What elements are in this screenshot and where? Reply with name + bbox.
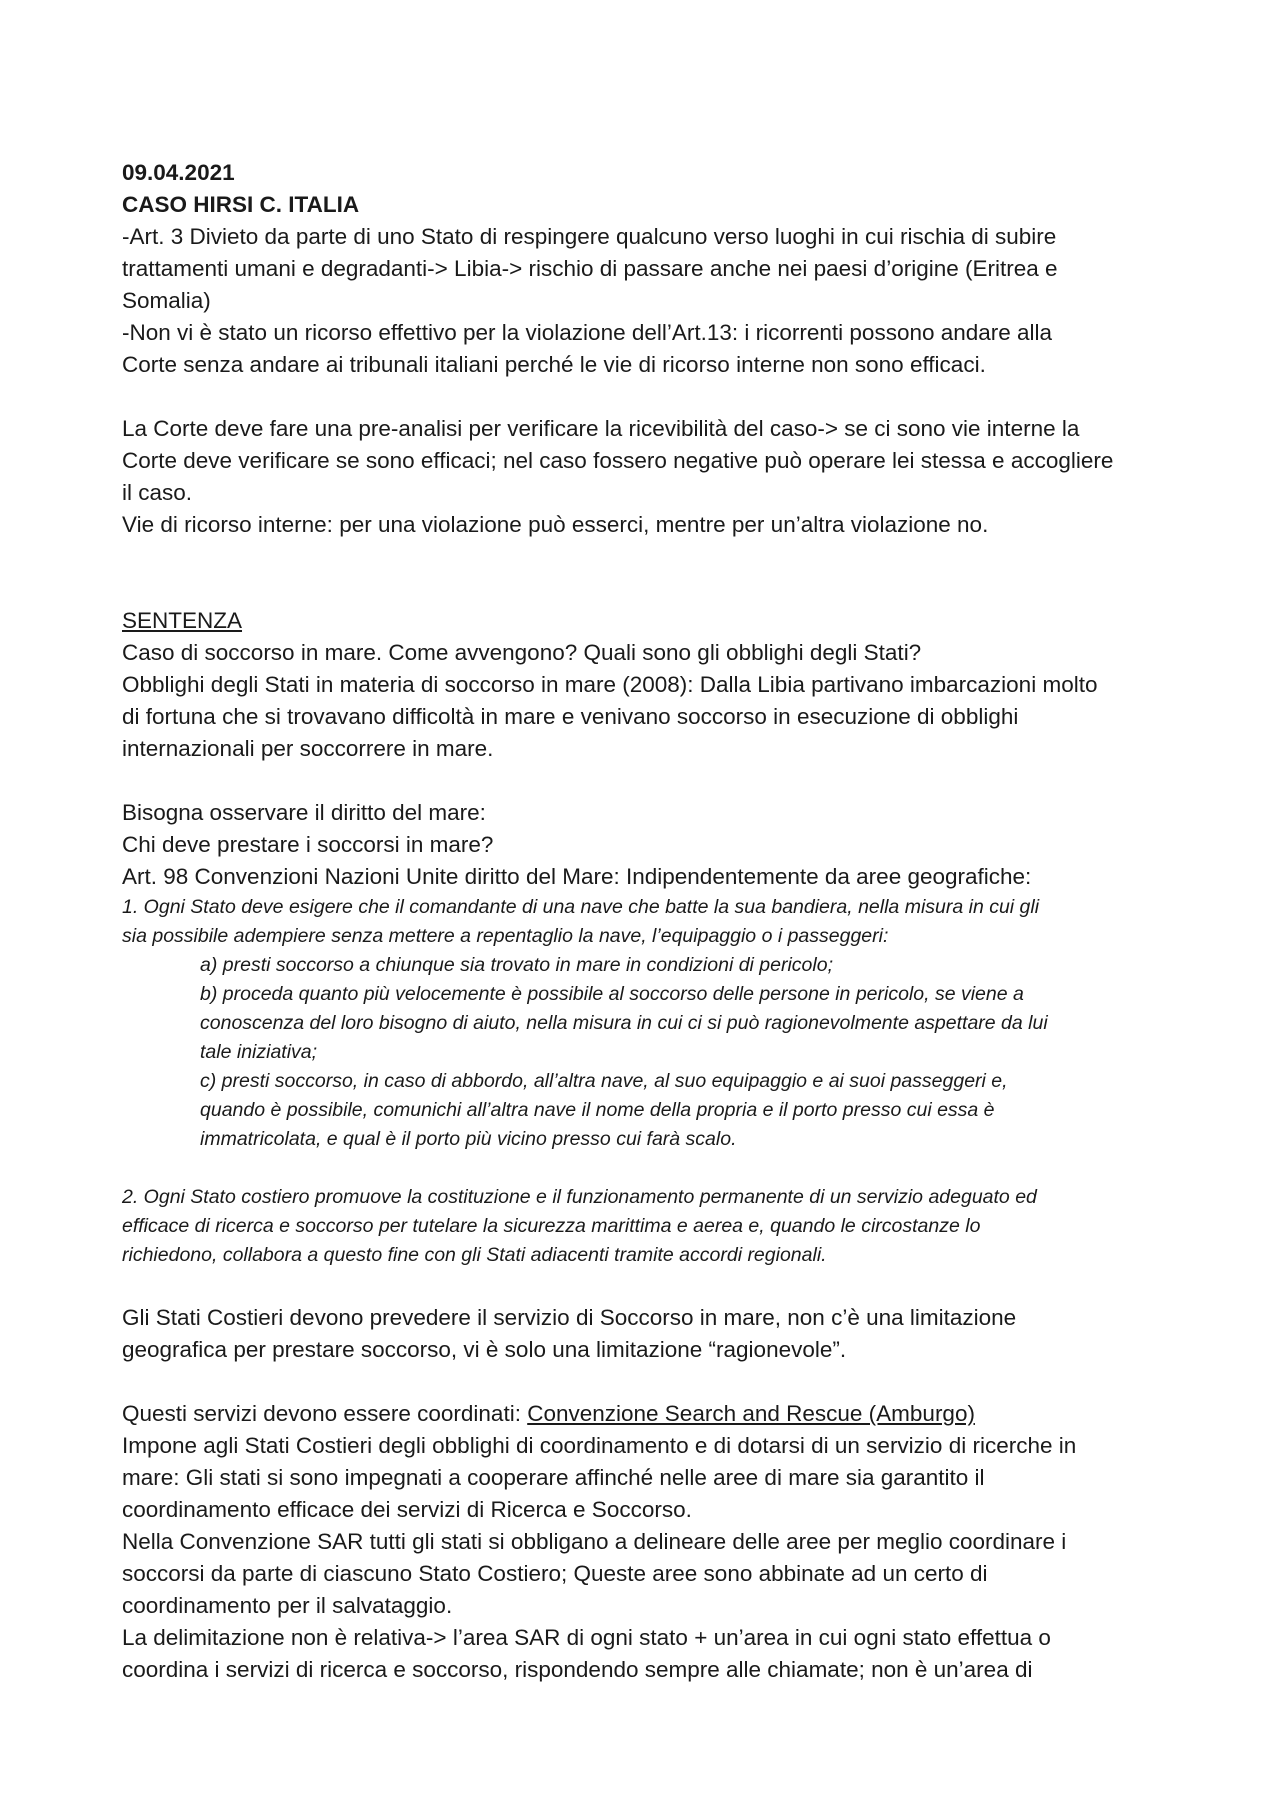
quote-line: richiedono, collabora a questo fine con gli Stati adiacenti tramite accordi regionali. [122, 1244, 827, 1266]
text-line: Obblighi degli Stati in materia di soccorso in mare (2008): Dalla Libia partivano imbarcazioni molto [122, 672, 1098, 697]
quote-item: conoscenza del loro bisogno di aiuto, nella misura in cui ci si può ragionevolmente aspettare da lui [200, 1012, 1048, 1034]
quote-item: c) presti soccorso, in caso di abbordo, all’altra nave, al suo equipaggio e ai suoi passeggeri e, [200, 1070, 1008, 1092]
text-line: Bisogna osservare il diritto del mare: [122, 800, 486, 825]
quote-line: 2. Ogni Stato costiero promuove la costituzione e il funzionamento permanente di un servizio adeguato ed [122, 1186, 1037, 1208]
document-page [122, 157, 1162, 1686]
text-line: La Corte deve fare una pre-analisi per verificare la ricevibilità del caso-> se ci sono vie interne la [122, 416, 1080, 441]
costieri-section [122, 1302, 1162, 1366]
text-line: Caso di soccorso in mare. Come avvengono? Quali sono gli obblighi degli Stati? [122, 640, 922, 665]
intro-section [122, 221, 1162, 381]
text-line: il caso. [122, 480, 193, 505]
quote-line: efficace di ricerca e soccorso per tutelare la sicurezza marittima e aerea e, quando le circostanze lo [122, 1215, 981, 1237]
quote-line: sia possibile adempiere senza mettere a repentaglio la nave, l’equipaggio o i passeggeri: [122, 925, 889, 947]
quote-item: immatricolata, e qual è il porto più vicino presso cui farà scalo. [200, 1128, 737, 1150]
text-line: geografica per prestare soccorso, vi è solo una limitazione “ragionevole”. [122, 1337, 847, 1362]
quote-item: b) proceda quanto più velocemente è possibile al soccorso delle persone in pericolo, se viene a [200, 983, 1024, 1005]
text-line: Vie di ricorso interne: per una violazione può esserci, mentre per un’altra violazione no. [122, 512, 989, 537]
sar-convention-title: Convenzione Search and Rescue (Amburgo) [527, 1401, 975, 1426]
quote-item: a) presti soccorso a chiunque sia trovato in mare in condizioni di pericolo; [200, 954, 833, 976]
text-line: Gli Stati Costieri devono prevedere il servizio di Soccorso in mare, non c’è una limitazione [122, 1305, 1017, 1330]
text-line: coordina i servizi di ricerca e soccorso, rispondendo sempre alle chiamate; non è un’area di [122, 1657, 1033, 1682]
text-line: internazionali per soccorrere in mare. [122, 736, 494, 761]
text-line: -Non vi è stato un ricorso effettivo per la violazione dell’Art.13: i ricorrenti possono andare alla [122, 320, 1053, 345]
text-line: trattamenti umani e degradanti-> Libia-> rischio di passare anche nei paesi d’origine (Eritrea e [122, 256, 1058, 281]
text-line: mare: Gli stati si sono impegnati a cooperare affinché nelle aree di mare sia garantito il [122, 1465, 985, 1490]
text-line: La delimitazione non è relativa-> l’area SAR di ogni stato + un’area in cui ogni stato effettua o [122, 1625, 1051, 1650]
text-line: coordinamento efficace dei servizi di Ricerca e Soccorso. [122, 1497, 692, 1522]
sar-section [122, 1398, 1162, 1686]
text-line: soccorsi da parte di ciascuno Stato Costiero; Queste aree sono abbinate ad un certo di [122, 1561, 988, 1586]
sar-intro: Questi servizi devono essere coordinati: [122, 1401, 528, 1426]
text-line: -Art. 3 Divieto da parte di uno Stato di respingere qualcuno verso luoghi in cui rischia di subire [122, 224, 1057, 249]
text-line: Corte deve verificare se sono efficaci; nel caso fossero negative può operare lei stessa e accogliere [122, 448, 1114, 473]
text-line: Somalia) [122, 288, 211, 313]
text-line: Corte senza andare ai tribunali italiani perché le vie di ricorso interne non sono efficaci. [122, 352, 986, 377]
quote-item: tale iniziativa; [200, 1041, 318, 1063]
text-line: Chi deve prestare i soccorsi in mare? [122, 832, 494, 857]
text-line: di fortuna che si trovavano difficoltà in mare e venivano soccorso in esecuzione di obblighi [122, 704, 1019, 729]
text-line [122, 1398, 1162, 1430]
document-date: 09.04.2021 [122, 160, 235, 185]
text-line: Nella Convenzione SAR tutti gli stati si obbligano a delineare delle aree per meglio coordinare i [122, 1529, 1067, 1554]
text-line: Art. 98 Convenzioni Nazioni Unite diritto del Mare: Indipendentemente da aree geografiche: [122, 864, 1032, 889]
sentenza-section [122, 605, 1162, 765]
art98-quote [122, 893, 1162, 1270]
preanalysis-section [122, 413, 1162, 541]
diritto-mare-section [122, 797, 1162, 893]
quote-line: 1. Ogni Stato deve esigere che il comandante di una nave che batte la sua bandiera, nella misura in cui gli [122, 896, 1040, 918]
document-title: CASO HIRSI C. ITALIA [122, 192, 360, 217]
quote-item: quando è possibile, comunichi all’altra nave il nome della propria e il porto presso cui essa è [200, 1099, 995, 1121]
text-line: Impone agli Stati Costieri degli obblighi di coordinamento e di dotarsi di un servizio di ricerche in [122, 1433, 1077, 1458]
sentenza-heading: SENTENZA [122, 608, 243, 633]
text-line: coordinamento per il salvataggio. [122, 1593, 453, 1618]
